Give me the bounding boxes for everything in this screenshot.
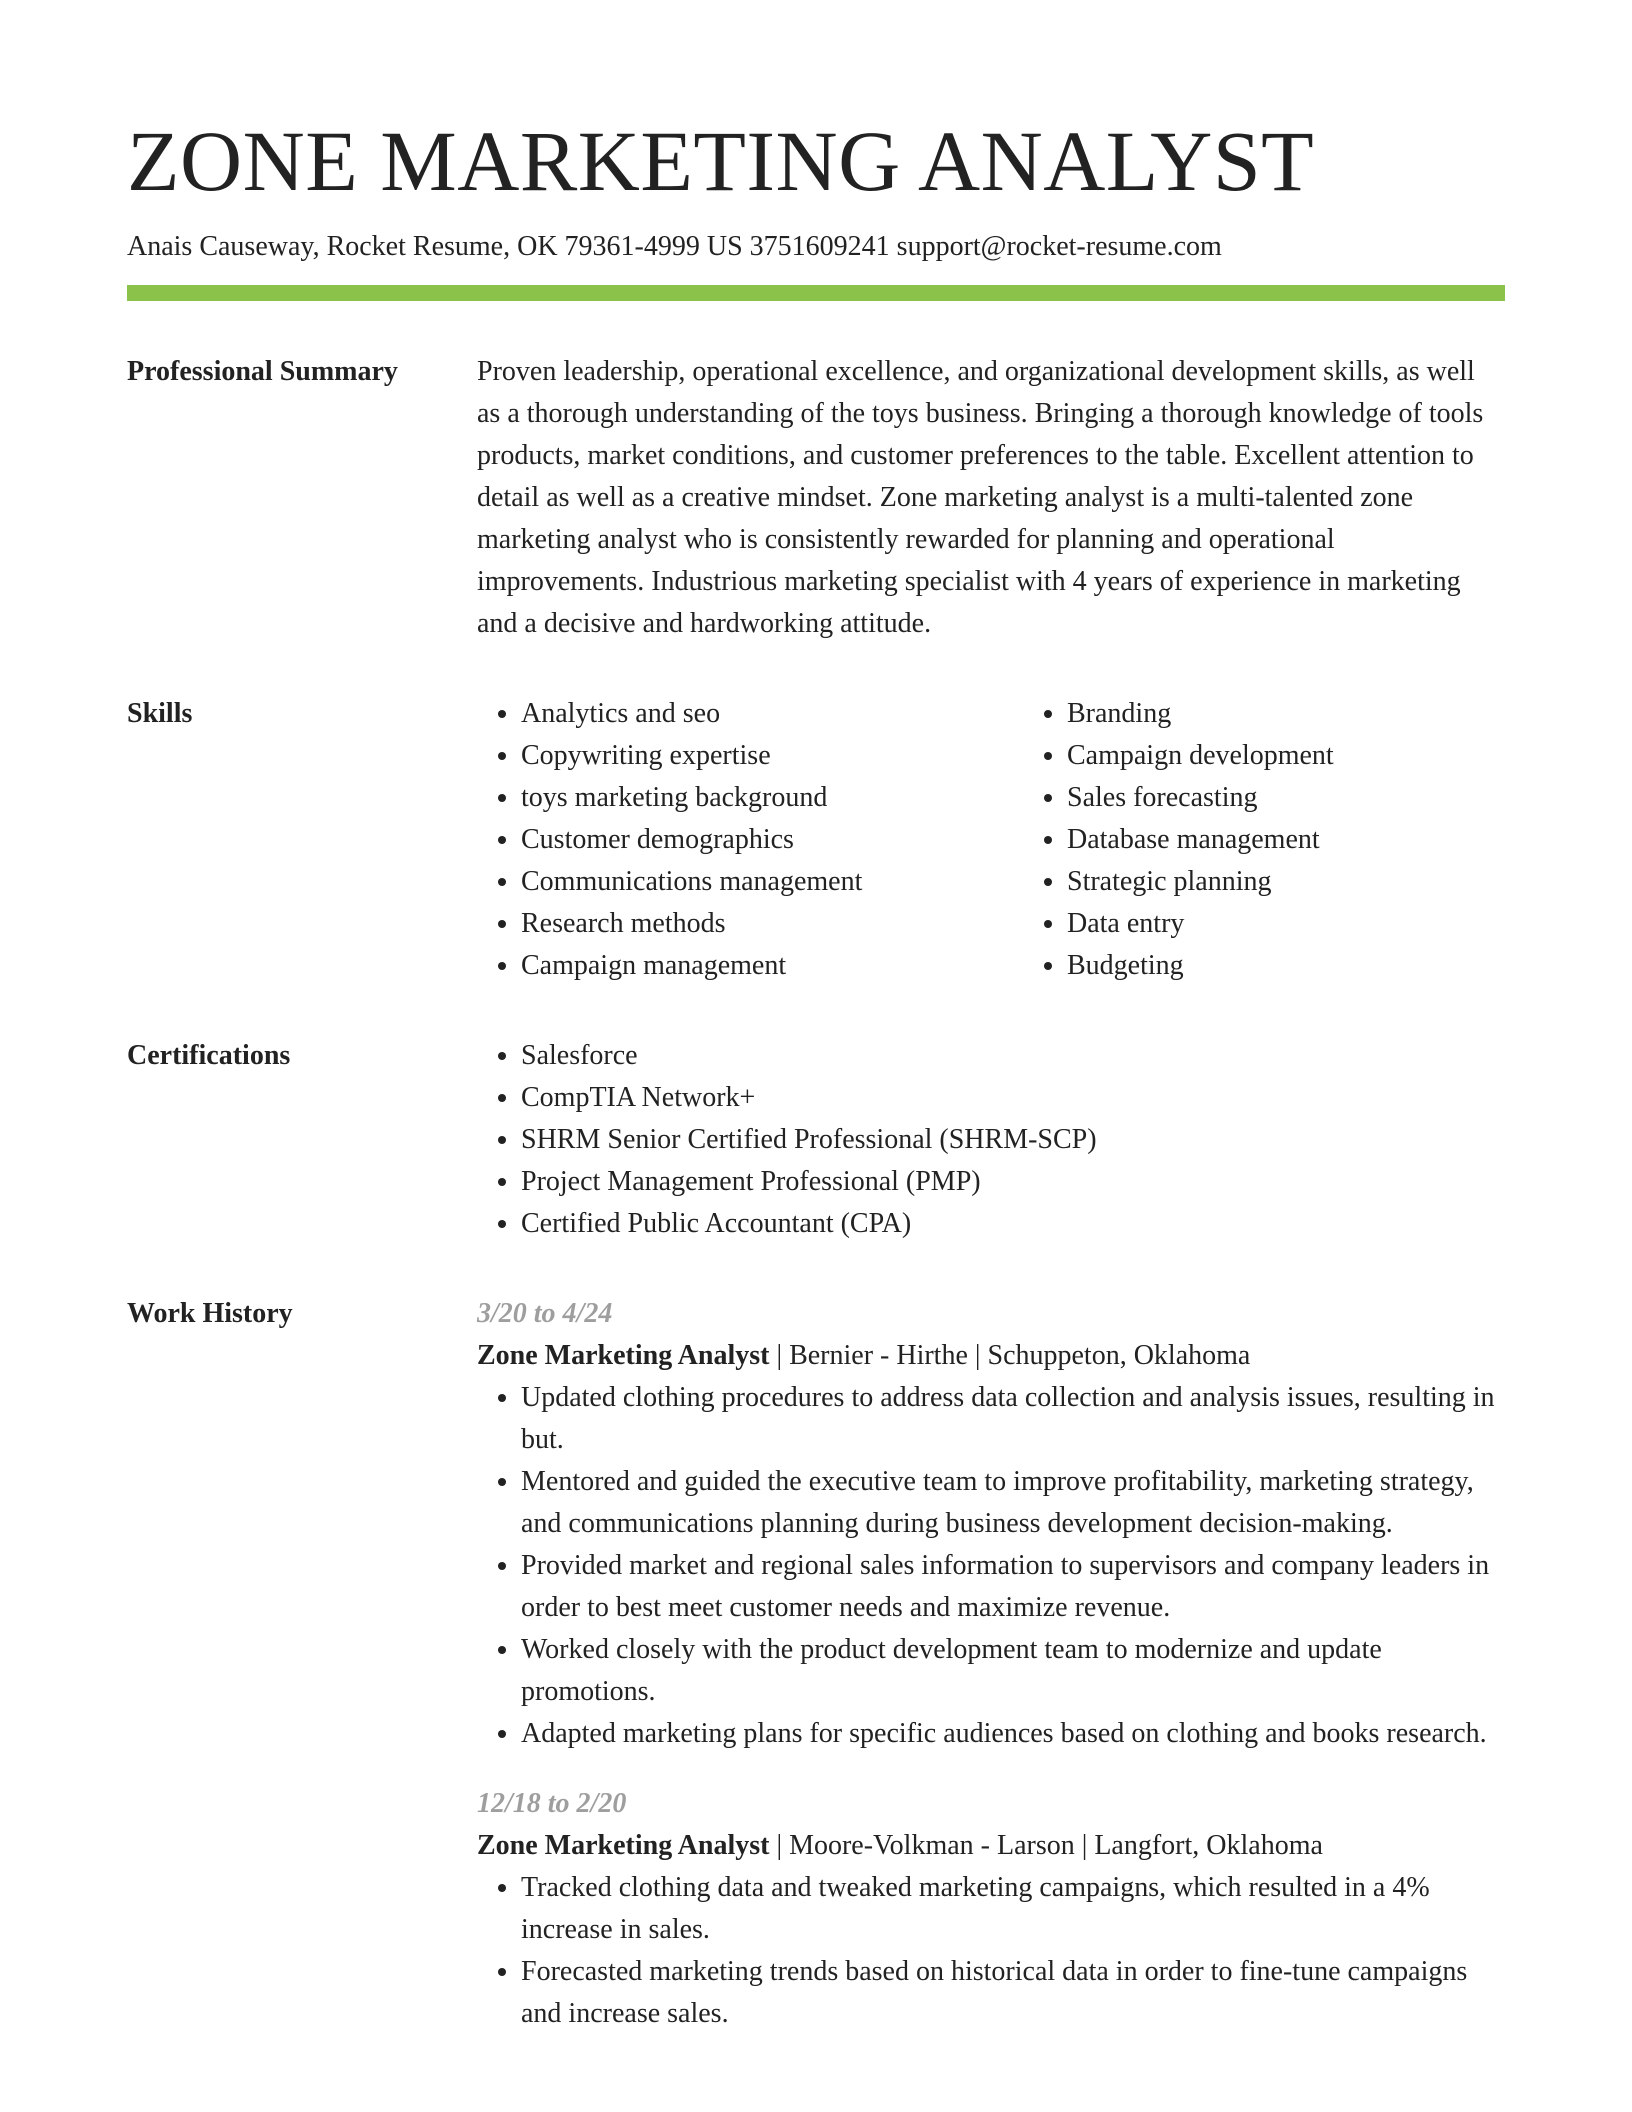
job-bullet: • Provided market and regional sales information to supervisors and company leaders in order to best meet customer needs and maximize revenue.: [521, 1545, 1505, 1629]
skill-item: • Analytics and seo: [521, 693, 1023, 735]
skill-item: • Customer demographics: [521, 819, 1023, 861]
work-history-heading: Work History: [127, 1297, 293, 1329]
job-heading: [477, 1335, 1505, 1377]
skill-item: • Communications management: [521, 861, 1023, 903]
job-bullet: • Tracked clothing data and tweaked marketing campaigns, which resulted in a 4% increase in sales.: [521, 1867, 1505, 1951]
job-details: | Moore-Volkman - Larson | Langfort, Oklahoma: [769, 1829, 1323, 1861]
skill-item: • toys marketing background: [521, 777, 1023, 819]
summary-section: [127, 351, 1505, 645]
job-entry: [477, 1293, 1505, 1755]
skill-item: • Data entry: [1067, 903, 1569, 945]
certifications-list: [477, 1035, 1505, 1245]
certification-item: • CompTIA Network+: [521, 1077, 1505, 1119]
skill-item: • Budgeting: [1067, 945, 1569, 987]
certifications-heading: Certifications: [127, 1039, 291, 1071]
job-dates: 12/18 to 2/20: [477, 1787, 627, 1819]
job-details: | Bernier - Hirthe | Schuppeton, Oklahoma: [769, 1339, 1251, 1371]
job-bullets: [477, 1867, 1505, 2035]
job-title: Zone Marketing Analyst: [477, 1829, 770, 1861]
skill-item: • Research methods: [521, 903, 1023, 945]
skill-item: • Campaign development: [1067, 735, 1569, 777]
contact-line: [127, 230, 1505, 264]
contact-address: Anais Causeway, Rocket Resume, OK 79361-4999 US: [127, 231, 743, 262]
certification-item: • Salesforce: [521, 1035, 1505, 1077]
contact-phone: 3751609241: [749, 231, 890, 262]
skill-item: • Sales forecasting: [1067, 777, 1569, 819]
job-heading: [477, 1825, 1505, 1867]
job-bullets: [477, 1377, 1505, 1755]
job-entry: [477, 1783, 1505, 2035]
certifications-section: [127, 1035, 1505, 1245]
skills-body: [477, 693, 1569, 987]
work-history-section: [127, 1293, 1505, 2035]
skills-section: [127, 693, 1505, 987]
job-title: Zone Marketing Analyst: [477, 1339, 770, 1371]
summary-text: Proven leadership, operational excellence, and organizational development skills, as well as a thorough understanding of the toys business. Bringing a thorough knowledge of tools products, market conditions, and customer preferences to the table. Excellent attention to detail as well as a creative mindset. Zone marketing analyst is a multi-talented zone marketing analyst who is consistently rewarded for planning and operational improvements. Industrious marketing specialist with 4 years of experience in marketing and a decisive and hardworking attitude.: [477, 355, 1484, 639]
skill-item: • Database management: [1067, 819, 1569, 861]
skill-item: • Branding: [1067, 693, 1569, 735]
job-bullet: • Forecasted marketing trends based on historical data in order to fine-tune campaigns and increase sales.: [521, 1951, 1505, 2035]
certifications-body: [477, 1035, 1505, 1245]
job-bullet: • Updated clothing procedures to address data collection and analysis issues, resulting in but.: [521, 1377, 1505, 1461]
summary-body: [477, 351, 1505, 645]
resume-title: ZONE MARKETING ANALYST: [127, 113, 1315, 209]
skills-heading: Skills: [127, 697, 193, 729]
job-bullet: • Mentored and guided the executive team to improve profitability, marketing strategy, and communications planning during business development decision-making.: [521, 1461, 1505, 1545]
header-divider: [127, 285, 1505, 301]
certification-item: • SHRM Senior Certified Professional (SHRM-SCP): [521, 1119, 1505, 1161]
skills-list-left: [477, 693, 1023, 987]
certification-item: • Certified Public Accountant (CPA): [521, 1203, 1505, 1245]
job-bullet: • Worked closely with the product development team to modernize and update promotions.: [521, 1629, 1505, 1713]
certification-item: • Project Management Professional (PMP): [521, 1161, 1505, 1203]
job-dates: 3/20 to 4/24: [477, 1297, 613, 1329]
job-bullet: • Adapted marketing plans for specific audiences based on clothing and books research.: [521, 1713, 1505, 1755]
summary-heading: Professional Summary: [127, 355, 398, 387]
skills-list-right: [1023, 693, 1569, 987]
skill-item: • Strategic planning: [1067, 861, 1569, 903]
contact-email: support@rocket-resume.com: [896, 231, 1222, 262]
skill-item: • Campaign management: [521, 945, 1023, 987]
work-history-body: [477, 1293, 1505, 2035]
skill-item: • Copywriting expertise: [521, 735, 1023, 777]
